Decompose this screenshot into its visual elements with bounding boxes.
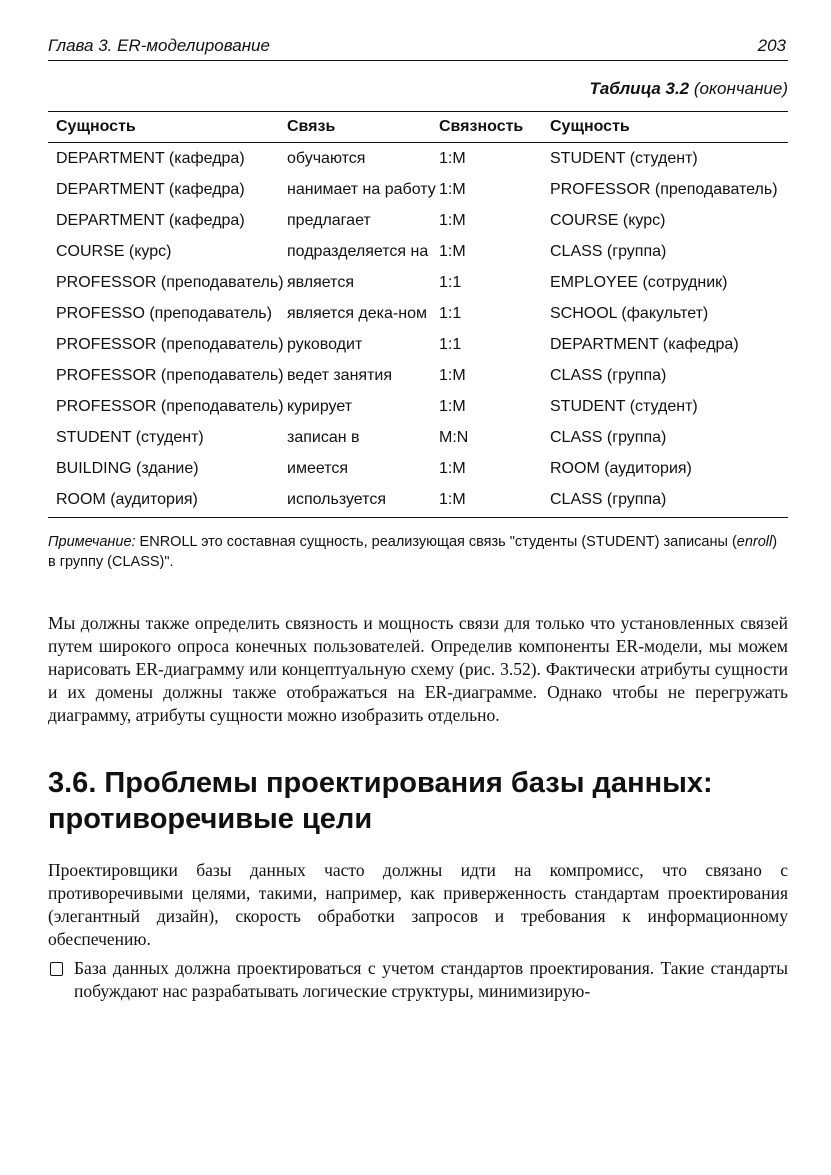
cell-entity-2: STUDENT (студент) bbox=[550, 398, 698, 415]
column-header-entity: Сущность bbox=[56, 118, 136, 135]
table-row bbox=[48, 391, 788, 422]
cell-entity-2: COURSE (курс) bbox=[550, 212, 666, 229]
cell-connectivity: 1:M bbox=[439, 212, 466, 229]
cell-relationship: обучаются bbox=[287, 150, 366, 167]
table-row bbox=[48, 298, 788, 329]
cell-entity-2: EMPLOYEE (сотрудник) bbox=[550, 274, 728, 291]
section-heading-line-1: 3.6. Проблемы проектирования базы данных: bbox=[48, 767, 713, 799]
table-row bbox=[48, 422, 788, 453]
column-header-connectivity: Связность bbox=[439, 118, 524, 135]
table-row bbox=[48, 453, 788, 484]
cell-entity: PROFESSO (преподаватель) bbox=[56, 305, 272, 322]
cell-entity-2: PROFESSOR (преподаватель) bbox=[550, 181, 778, 198]
chapter-title: Глава 3. ER-моделирование bbox=[48, 36, 270, 55]
table-caption-suffix: (окончание) bbox=[689, 79, 788, 98]
body-paragraph-1: Мы должны также определить связность и мощность связи для только что установленных связей путем широкого опроса конечных пользователей. Определив компоненты ER-модели, мы можем нарисовать ER-диаграмму или концептуальную схему (рис. 3.52). Фактически атрибуты сущности и их домены должны также отображаться на ER-диаграмме. Однако чтобы не перегружать диаграмму, атрибуты сущности можно изобразить отдельно. bbox=[48, 613, 788, 725]
table-row bbox=[48, 174, 788, 205]
column-header-entity-2: Сущность bbox=[550, 118, 630, 135]
cell-connectivity: 1:M bbox=[439, 367, 466, 384]
cell-connectivity: 1:M bbox=[439, 398, 466, 415]
cell-entity: COURSE (курс) bbox=[56, 243, 172, 260]
cell-relationship: предлагает bbox=[287, 212, 371, 229]
table-row bbox=[48, 329, 788, 360]
cell-entity: DEPARTMENT (кафедра) bbox=[56, 212, 245, 229]
section-heading bbox=[48, 765, 788, 837]
table-row bbox=[48, 360, 788, 391]
cell-connectivity: 1:1 bbox=[439, 274, 462, 291]
cell-relationship: курирует bbox=[287, 398, 353, 415]
table-note bbox=[48, 532, 788, 572]
cell-relationship: записан в bbox=[287, 429, 360, 446]
cell-entity: BUILDING (здание) bbox=[56, 460, 199, 477]
cell-connectivity: 1:M bbox=[439, 460, 466, 477]
bullet-item bbox=[48, 957, 788, 1003]
cell-entity: STUDENT (студент) bbox=[56, 429, 204, 446]
cell-connectivity: 1:M bbox=[439, 181, 466, 198]
cell-connectivity: 1:M bbox=[439, 150, 466, 167]
table-row bbox=[48, 143, 788, 175]
body-paragraph-2: Проектировщики базы данных часто должны идти на компромисс, что связано с противоречивыми целями, такими, например, как приверженность стандартам проектирования (элегантный дизайн), скорость обработки запросов и требования к информационному обеспечению. bbox=[48, 860, 788, 949]
cell-relationship: нанимает на работу bbox=[287, 181, 436, 198]
entity-relationship-table bbox=[48, 111, 788, 518]
cell-connectivity: 1:M bbox=[439, 491, 466, 508]
cell-entity-2: CLASS (группа) bbox=[550, 243, 667, 260]
cell-entity: PROFESSOR (преподаватель) bbox=[56, 398, 284, 415]
cell-entity-2: SCHOOL (факультет) bbox=[550, 305, 709, 322]
cell-entity-2: CLASS (группа) bbox=[550, 491, 667, 508]
cell-relationship: является bbox=[287, 274, 354, 291]
cell-connectivity: 1:M bbox=[439, 243, 466, 260]
cell-connectivity: M:N bbox=[439, 429, 469, 446]
table-row bbox=[48, 236, 788, 267]
note-lead: Примечание: bbox=[48, 534, 136, 550]
cell-relationship: ведет занятия bbox=[287, 367, 393, 384]
cell-entity: PROFESSOR (преподаватель) bbox=[56, 274, 284, 291]
book-page bbox=[48, 36, 788, 1003]
note-text-a: ENROLL это составная сущность, реализующая связь "студенты (STUDENT) записаны ( bbox=[135, 534, 737, 550]
cell-connectivity: 1:1 bbox=[439, 305, 462, 322]
cell-entity: ROOM (аудитория) bbox=[56, 491, 198, 508]
bullet-text: База данных должна проектироваться с учетом стандартов проектирования. Такие стандарты побуждают нас разрабатывать логические структуры, минимизирую- bbox=[74, 958, 788, 1001]
cell-connectivity: 1:1 bbox=[439, 336, 462, 353]
cell-entity-2: DEPARTMENT (кафедра) bbox=[550, 336, 739, 353]
cell-entity-2: CLASS (группа) bbox=[550, 429, 667, 446]
cell-relationship: имеется bbox=[287, 460, 349, 477]
table-caption-label: Таблица 3.2 bbox=[589, 79, 690, 98]
cell-relationship: подразделяется на bbox=[287, 243, 429, 260]
table-row bbox=[48, 484, 788, 518]
cell-entity-2: ROOM (аудитория) bbox=[550, 460, 692, 477]
cell-entity: PROFESSOR (преподаватель) bbox=[56, 336, 284, 353]
table-caption bbox=[48, 79, 788, 99]
table-row bbox=[48, 205, 788, 236]
running-header bbox=[48, 36, 788, 61]
cell-relationship: используется bbox=[287, 491, 386, 508]
section-heading-line-2: противоречивые цели bbox=[48, 803, 373, 835]
page-number: 203 bbox=[757, 36, 786, 55]
cell-entity-2: STUDENT (студент) bbox=[550, 150, 698, 167]
note-text-b: ) в группу (CLASS)". bbox=[48, 534, 778, 570]
column-header-relationship: Связь bbox=[287, 118, 336, 135]
cell-entity-2: CLASS (группа) bbox=[550, 367, 667, 384]
cell-entity: PROFESSOR (преподаватель) bbox=[56, 367, 284, 384]
cell-entity: DEPARTMENT (кафедра) bbox=[56, 181, 245, 198]
table-row bbox=[48, 267, 788, 298]
note-italic-term: enroll bbox=[736, 534, 773, 550]
table-header-row bbox=[48, 112, 788, 143]
cell-relationship: является дека-ном bbox=[287, 305, 427, 322]
cell-entity: DEPARTMENT (кафедра) bbox=[56, 150, 245, 167]
cell-relationship: руководит bbox=[287, 336, 363, 353]
square-bullet-icon bbox=[50, 962, 63, 976]
